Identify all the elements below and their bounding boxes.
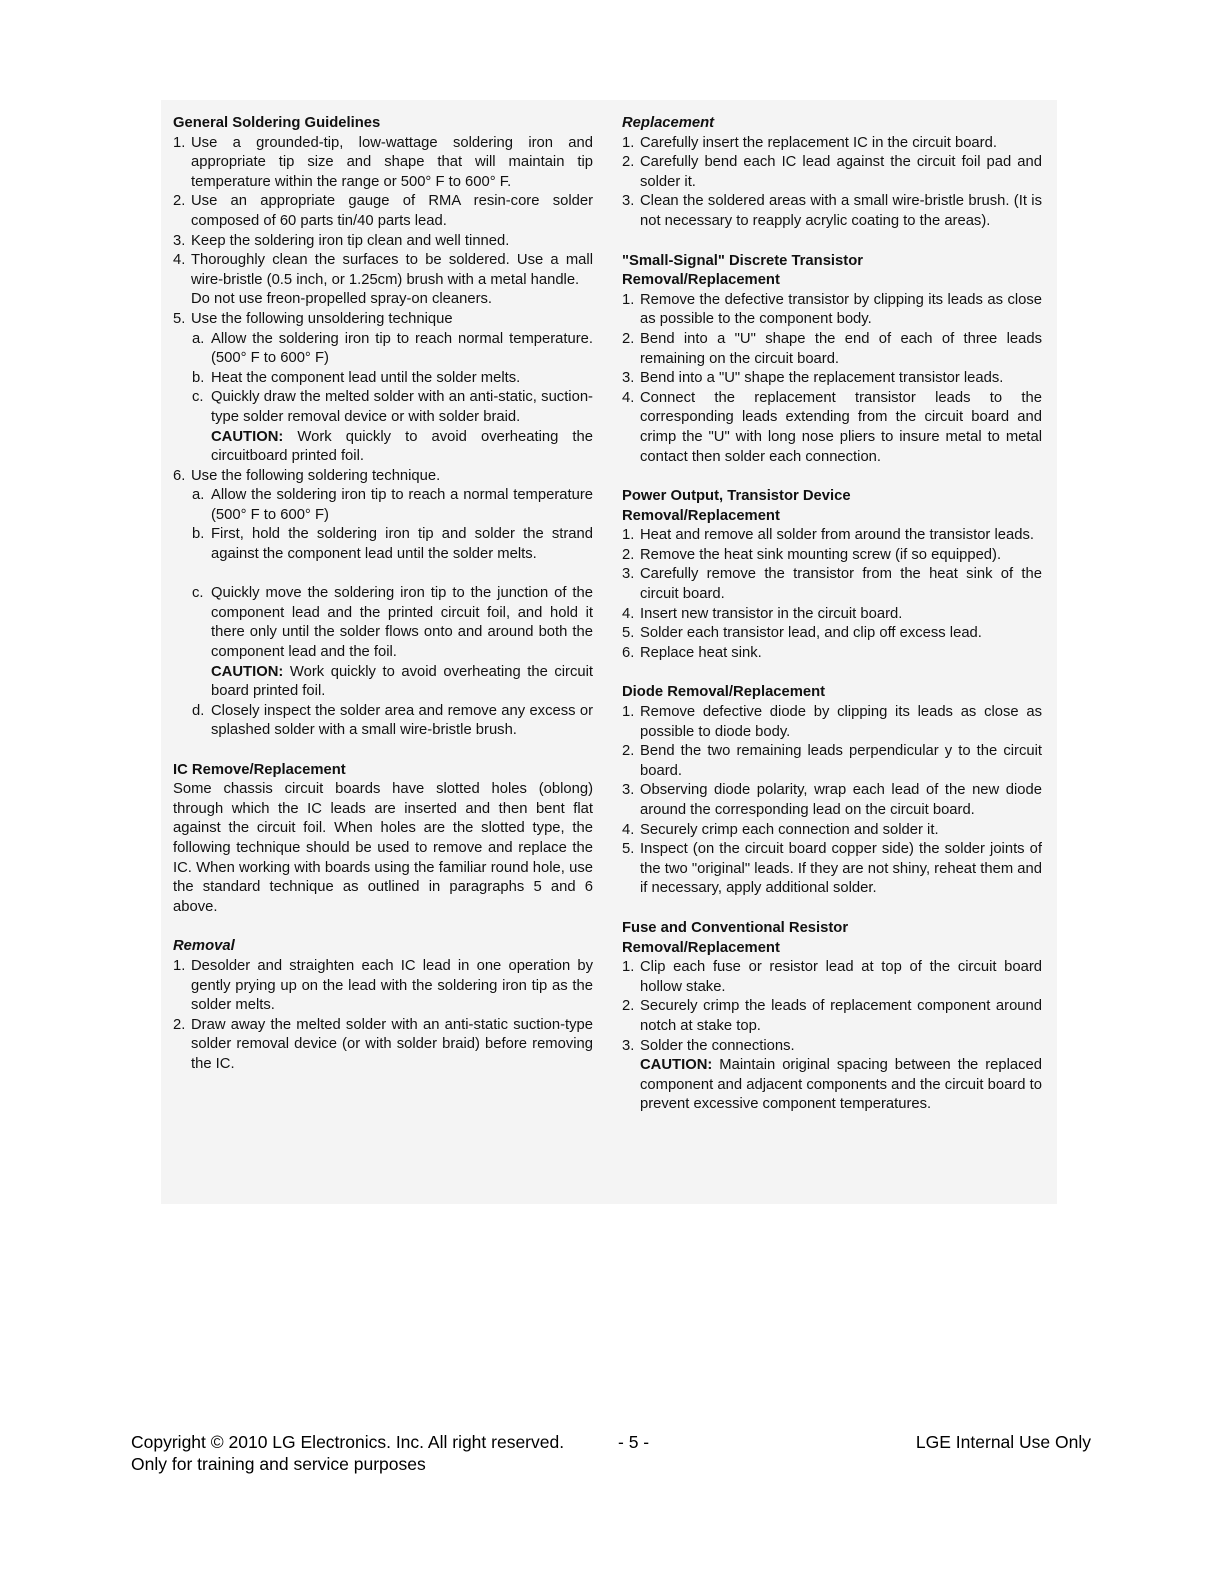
- general-heading: General Soldering Guidelines: [173, 115, 381, 131]
- item-text: Remove defective diode by clipping its leads as close as possible to diode body.: [640, 704, 1042, 740]
- list-item: [622, 565, 1042, 604]
- sub-item-text: Quickly move the soldering iron tip to the junction of the component lead and the printed circuit foil, and hold it there only until the solder flows onto and around both the component lead and the foil.: [211, 585, 593, 661]
- item-text: Desolder and straighten each IC lead in one operation by gently prying up on the lead with the soldering iron tip as the solder melts.: [191, 957, 593, 1014]
- spacer: [173, 741, 593, 761]
- item-text: Use the following unsoldering technique: [191, 310, 453, 327]
- list-item: [173, 192, 593, 231]
- training-text: Only for training and service purposes: [131, 1454, 426, 1474]
- list-item: [622, 291, 1042, 330]
- item-text: Keep the soldering iron tip clean and well tinned.: [191, 232, 510, 249]
- item-number: 2.: [173, 193, 186, 210]
- sub-item-text: Heat the component lead until the solder melts.: [211, 369, 521, 386]
- item-text: Carefully bend each IC lead against the circuit foil pad and solder it.: [640, 154, 1042, 190]
- diode-heading: Diode Removal/Replacement: [622, 684, 826, 701]
- item-text: Solder the connections.: [640, 1037, 795, 1054]
- list-item: [622, 134, 1042, 154]
- internal-use-text: LGE Internal Use Only: [915, 1432, 1091, 1452]
- sub-item-letter: d.: [192, 702, 205, 719]
- item-text: Draw away the melted solder with an anti-static suction-type solder removal device (or with solder braid) before removing the IC.: [191, 1016, 593, 1072]
- cleaner-note: Do not use freon-propelled spray-on cleaners.: [191, 291, 493, 308]
- left-column: [173, 114, 593, 1095]
- sub-item: [192, 525, 593, 564]
- item-number: 4.: [173, 252, 186, 269]
- power-subheading: Removal/Replacement: [622, 507, 780, 524]
- list-item: [622, 703, 1042, 742]
- item-number: 5.: [622, 841, 635, 858]
- item-number: 1.: [622, 134, 635, 151]
- item-number: 6.: [622, 644, 635, 661]
- item-number: 3.: [622, 782, 635, 799]
- spacer: [173, 565, 593, 585]
- list-item: [622, 546, 1042, 566]
- item-number: 6.: [173, 467, 186, 484]
- sub-item-letter: c.: [192, 389, 204, 406]
- list-item: [622, 821, 1042, 841]
- list-item: [622, 369, 1042, 389]
- item-number: 2.: [622, 154, 635, 171]
- item-text: Remove the defective transistor by clipping its leads as close as possible to the component body.: [640, 291, 1042, 328]
- item-text: Bend into a "U" shape the replacement transistor leads.: [640, 370, 1004, 387]
- item-number: 4.: [622, 389, 635, 406]
- list-item: [622, 1037, 1042, 1057]
- fuse-heading: Fuse and Conventional Resistor: [622, 919, 849, 936]
- footer-row: [131, 1431, 1091, 1453]
- item-number: 2.: [622, 330, 635, 347]
- sub-item-text: Allow the soldering iron tip to reach normal temperature. (500° F to 600° F): [211, 330, 593, 367]
- ic-paragraph: Some chassis circuit boards have slotted holes (oblong) through which the IC leads are inserted and then bent flat against the circuit foil. When holes are the slotted type, the following technique should be used to remove and replace the IC. When working with boards using the familiar round hole, use the standard technique as outlined in paragraphs 5 and 6 above.: [173, 781, 593, 915]
- sub-item-letter: c.: [192, 585, 204, 602]
- item-text: Bend into a "U" shape the end of each of three leads remaining on the circuit board.: [640, 330, 1042, 367]
- list-item: [622, 605, 1042, 625]
- caution-text: Work quickly to avoid overheating the circuitboard printed foil.: [211, 428, 593, 465]
- list-item: [173, 232, 593, 252]
- replacement-heading: Replacement: [622, 115, 715, 131]
- item-text: Insert new transistor in the circuit board.: [640, 605, 903, 622]
- list-item: [622, 330, 1042, 369]
- list-item: [622, 389, 1042, 467]
- sub-item-letter: a.: [192, 330, 205, 347]
- item-number: 2.: [622, 546, 635, 563]
- item-text: Inspect (on the circuit board copper side) the solder joints of the two "original" leads. If they are not shiny, reheat them and if necessary, apply additional solder.: [640, 841, 1042, 897]
- sub-item: [192, 584, 593, 662]
- list-item: [622, 624, 1042, 644]
- list-item: [173, 134, 593, 193]
- item-number: 1.: [622, 959, 635, 976]
- item-text: Heat and remove all solder from around the transistor leads.: [640, 527, 1034, 544]
- power-heading: Power Output, Transistor Device: [622, 488, 851, 505]
- item-text: Securely crimp each connection and solder it.: [640, 821, 939, 838]
- item-number: 4.: [622, 821, 635, 838]
- item-number: 3.: [622, 566, 635, 583]
- list-item: [622, 153, 1042, 192]
- list-item: [622, 526, 1042, 546]
- sub-item-text: Quickly draw the melted solder with an anti-static, suction-type solder removal device or with solder braid.: [211, 389, 593, 425]
- sub-item: [192, 388, 593, 427]
- item-number: 3.: [622, 1037, 635, 1054]
- item-text: Bend the two remaining leads perpendicular y to the circuit board.: [640, 743, 1042, 779]
- item-number: 2.: [622, 743, 635, 760]
- item-number: 1.: [173, 957, 186, 974]
- page-footer: [131, 1431, 1091, 1475]
- small-signal-section: [622, 252, 1042, 468]
- item-number: 1.: [622, 291, 635, 308]
- list-item: [622, 997, 1042, 1036]
- item-text: Use the following soldering technique.: [191, 467, 441, 484]
- replacement-section: [622, 114, 1042, 232]
- item-text: Securely crimp the leads of replacement component around notch at stake top.: [640, 998, 1042, 1034]
- power-output-section: [622, 487, 1042, 663]
- item-text: Carefully insert the replacement IC in the circuit board.: [640, 134, 997, 151]
- item-text: Clean the soldered areas with a small wire-bristle brush. (It is not necessary to reapply acrylic coating to the areas).: [640, 193, 1042, 229]
- item-number: 1.: [622, 527, 635, 544]
- item-number: 3.: [622, 193, 635, 210]
- caution-label: CAUTION:: [211, 663, 284, 680]
- caution-text: Work quickly to avoid overheating the circuit board printed foil.: [211, 663, 593, 700]
- list-item: [173, 957, 593, 1016]
- sub-item: [192, 486, 593, 525]
- sub-item-text: Allow the soldering iron tip to reach a normal temperature (500° F to 600° F): [211, 487, 593, 523]
- item-number: 2.: [622, 998, 635, 1015]
- item-number: 1.: [173, 134, 186, 151]
- item-text: Carefully remove the transistor from the heat sink of the circuit board.: [640, 566, 1042, 603]
- item-number: 2.: [173, 1016, 186, 1033]
- list-item: [622, 192, 1042, 231]
- general-section: [173, 114, 593, 741]
- list-item: [622, 644, 1042, 664]
- fuse-subheading: Removal/Replacement: [622, 939, 780, 956]
- item-number: 3.: [173, 232, 186, 249]
- caution-note: [640, 1056, 1042, 1115]
- list-item: [622, 840, 1042, 899]
- caution-note: [211, 663, 593, 702]
- small-signal-heading: "Small-Signal" Discrete Transistor: [622, 252, 863, 269]
- sub-item-letter: b.: [192, 526, 205, 543]
- caution-label: CAUTION:: [640, 1057, 713, 1074]
- item-number: 3.: [622, 370, 635, 387]
- fuse-section: [622, 919, 1042, 1115]
- copyright-text: Copyright © 2010 LG Electronics. Inc. All right reserved.: [131, 1432, 565, 1452]
- item-text: Clip each fuse or resistor lead at top of the circuit board hollow stake.: [640, 959, 1042, 995]
- ic-section: [173, 761, 593, 918]
- page-number: - 5 -: [618, 1432, 650, 1452]
- caution-text: Maintain original spacing between the replaced component and adjacent components and the circuit board to prevent excessive component temperatures.: [640, 1057, 1042, 1113]
- sub-item: [192, 702, 593, 741]
- small-signal-subheading: Removal/Replacement: [622, 272, 780, 289]
- item-number: 5.: [622, 625, 635, 642]
- item-text: Observing diode polarity, wrap each lead of the new diode around the corresponding lead on the circuit board.: [640, 782, 1042, 818]
- list-item: [622, 781, 1042, 820]
- item-text: Solder each transistor lead, and clip off excess lead.: [640, 625, 982, 642]
- item-number: 1.: [622, 704, 635, 721]
- caution-note: [211, 428, 593, 467]
- list-item: [173, 1016, 593, 1075]
- list-item: [173, 467, 593, 487]
- item-text: Use an appropriate gauge of RMA resin-core solder composed of 60 parts tin/40 parts lead.: [191, 193, 593, 229]
- list-item: [622, 742, 1042, 781]
- list-item: [173, 251, 593, 290]
- sub-item-letter: b.: [192, 369, 205, 386]
- sub-item: [192, 330, 593, 369]
- sub-item-text: Closely inspect the solder area and remove any excess or splashed solder with a small wire-bristle brush.: [211, 702, 593, 739]
- list-item: [173, 310, 593, 330]
- diode-section: [622, 683, 1042, 899]
- ic-heading: IC Remove/Replacement: [173, 761, 346, 778]
- item-number: 5.: [173, 310, 186, 327]
- right-column: [622, 114, 1042, 1135]
- sub-item-letter: a.: [192, 487, 205, 504]
- item-text: Remove the heat sink mounting screw (if so equipped).: [640, 546, 1002, 563]
- removal-heading: Removal: [173, 938, 235, 955]
- sub-item-text: First, hold the soldering iron tip and solder the strand against the component lead until the solder melts.: [211, 526, 593, 563]
- item-text: Thoroughly clean the surfaces to be soldered. Use a mall wire-bristle (0.5 inch, or 1.25cm) brush with a metal handle.: [191, 252, 593, 288]
- sub-item: [192, 369, 593, 389]
- removal-section: [173, 937, 593, 1074]
- list-item: [622, 958, 1042, 997]
- item-text: Replace heat sink.: [640, 644, 762, 661]
- item-text: Connect the replacement transistor leads to the corresponding leads extending from the circuit board and crimp the "U" with long nose pliers to insure metal to metal contact then solder each connection.: [640, 389, 1042, 465]
- item-number: 4.: [622, 605, 635, 622]
- caution-label: CAUTION:: [211, 428, 284, 445]
- item-text: Use a grounded-tip, low-wattage soldering iron and appropriate tip size and shape that will maintain tip temperature within the range or 500° F to 600° F.: [191, 134, 593, 190]
